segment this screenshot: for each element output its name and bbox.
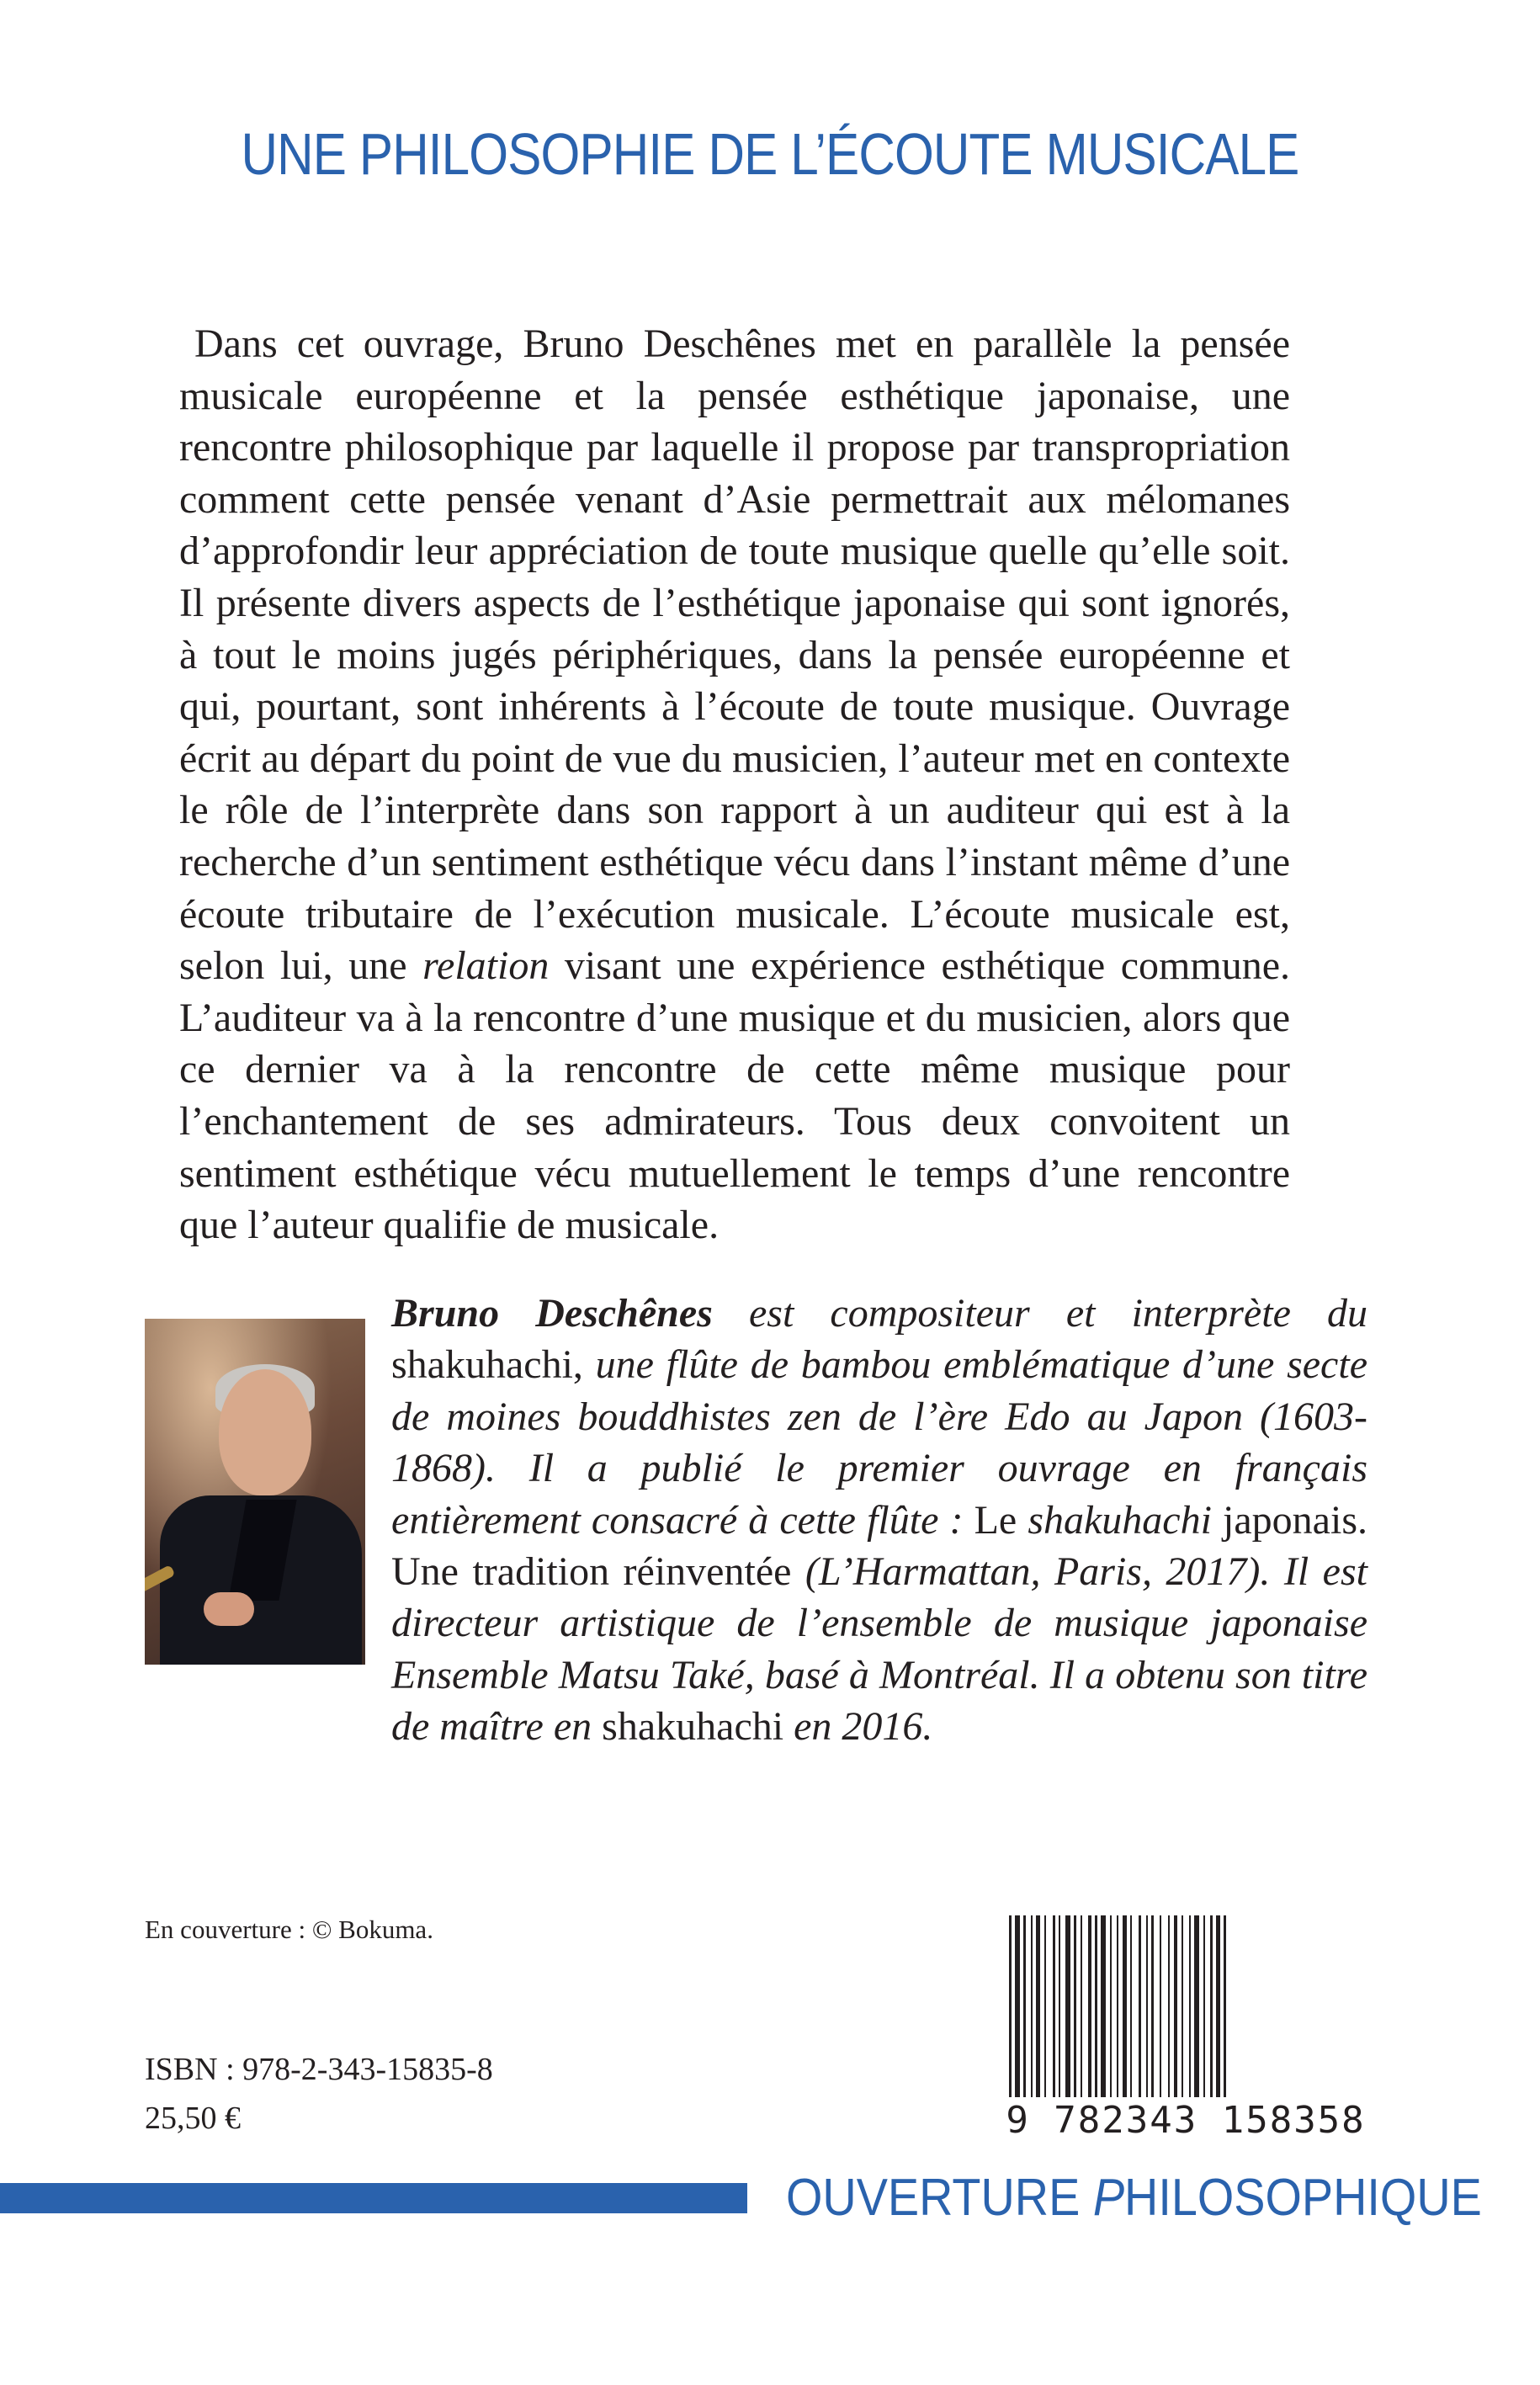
summary-emphasis: relation <box>422 943 550 989</box>
barcode-bar <box>1088 1915 1091 2097</box>
barcode-bar <box>1224 1915 1226 2097</box>
cover-credit: En couverture : © Bokuma. <box>145 1915 433 1944</box>
barcode-bar <box>1168 1915 1170 2097</box>
bio-upright-1: shakuhachi, <box>391 1342 583 1388</box>
barcode-bar <box>1074 1915 1076 2097</box>
barcode-bar <box>1101 1915 1106 2097</box>
barcode-bar <box>1216 1915 1220 2097</box>
barcode-bar <box>1117 1915 1118 2097</box>
barcode-bar <box>1015 1915 1020 2097</box>
barcode-bar <box>1139 1915 1141 2097</box>
barcode-bar <box>1065 1915 1070 2097</box>
barcode <box>1004 1915 1367 2143</box>
bio-text-2: une flûte de bambou emblématique d’une secte de moines bouddhistes zen de l’ère Edo au Japon (1603-1868). Il a publié le premier ouvrage en français entièrement consacré à cette flûte : <box>391 1342 1367 1543</box>
barcode-bar <box>1194 1915 1199 2097</box>
summary-text-1: Dans cet ouvrage, Bruno Deschênes met en parallèle la pensée musicale européenne et la pensée esthétique japonaise, une rencontre philosophique par laquelle il propose par transpropriation comment cette pensée venant d’Asie permettrait aux mélomanes d’approfondir leur appréciation de toute musique quelle qu’elle soit. Il présente divers aspects de l’esthétique japonaise qui sont ignorés, à tout le moins jugés périphériques, dans la pensée européenne et qui, pourtant, sont inhérents à l’écoute de toute musique. Ouvrage écrit au départ du point de vue du musicien, l’auteur met en contexte le rôle de l’interprète dans son rapport à un auditeur qui est à la recherche d’un sentiment esthétique vécu dans l’instant même d’une écoute tributaire de l’exécution musicale. L’écoute musicale est, selon lui, une <box>179 321 1290 989</box>
author-name: Bruno Deschênes <box>391 1291 713 1336</box>
photo-head <box>219 1369 311 1495</box>
book-title: UNE PHILOSOPHIE DE L’ÉCOUTE MUSICALE <box>241 121 1299 187</box>
summary-text-2: visant une expérience esthétique commune. L’auditeur va à la rencontre d’une musique et du musicien, alors que ce dernier va à la rencontre de cette même musique pour l’enchantement de ses admirateurs. Tous deux convoitent un sentiment esthétique vécu mutuellement le temps d’une rencontre que l’auteur qualifie de musicale. <box>179 943 1291 1248</box>
barcode-bar <box>1160 1915 1161 2097</box>
bio-upright-3: japonais. Une tradition réinventée <box>391 1497 1368 1595</box>
barcode-bar <box>1053 1915 1055 2097</box>
barcode-bar <box>1081 1915 1082 2097</box>
barcode-bar <box>1146 1915 1148 2097</box>
barcode-bar <box>1009 1915 1012 2097</box>
price: 25,50 € <box>145 2101 241 2136</box>
series-text-2: P <box>1092 2169 1125 2227</box>
barcode-bars <box>1004 1915 1367 2102</box>
bio-upright-4: shakuhachi <box>602 1704 784 1750</box>
barcode-bar <box>1059 1915 1060 2097</box>
series-text-3: HILOSOPHIQUE <box>1124 2169 1482 2227</box>
barcode-bar <box>1123 1915 1127 2097</box>
series-bar <box>0 2183 747 2213</box>
back-cover-summary <box>179 318 1290 1251</box>
barcode-bar <box>1189 1915 1191 2097</box>
barcode-bar <box>1023 1915 1026 2097</box>
bio-text-4: (L’Harmattan, Paris, 2017). Il est directeur artistique de l’ensemble de musique japonaise Ensemble Matsu Také, basé à Montréal. Il a obtenu son titre de maître en <box>391 1549 1368 1750</box>
series-name <box>786 2169 1482 2227</box>
barcode-bar <box>1203 1915 1205 2097</box>
barcode-bar <box>1095 1915 1097 2097</box>
author-bio <box>391 1288 1367 1753</box>
barcode-bar <box>1044 1915 1046 2097</box>
barcode-bar <box>1210 1915 1213 2097</box>
bio-text-5: en 2016. <box>783 1704 933 1750</box>
barcode-bar <box>1036 1915 1040 2097</box>
barcode-bar <box>1182 1915 1183 2097</box>
bio-text-3: shakuhachi <box>1028 1497 1212 1543</box>
photo-hands <box>204 1592 254 1626</box>
series-text-1: OUVERTURE <box>786 2169 1093 2227</box>
bio-text-1: est compositeur et interprète du <box>712 1291 1368 1336</box>
barcode-bar <box>1174 1915 1177 2097</box>
isbn: ISBN : 978-2-343-15835-8 <box>145 2052 493 2087</box>
barcode-bar <box>1031 1915 1033 2097</box>
barcode-bar <box>1130 1915 1132 2097</box>
barcode-bar <box>1151 1915 1154 2097</box>
bio-upright-2: Le <box>974 1497 1028 1543</box>
barcode-bar <box>1110 1915 1112 2097</box>
barcode-digits: 9 782343 158358 <box>1006 2099 1366 2142</box>
author-photo <box>145 1319 365 1665</box>
